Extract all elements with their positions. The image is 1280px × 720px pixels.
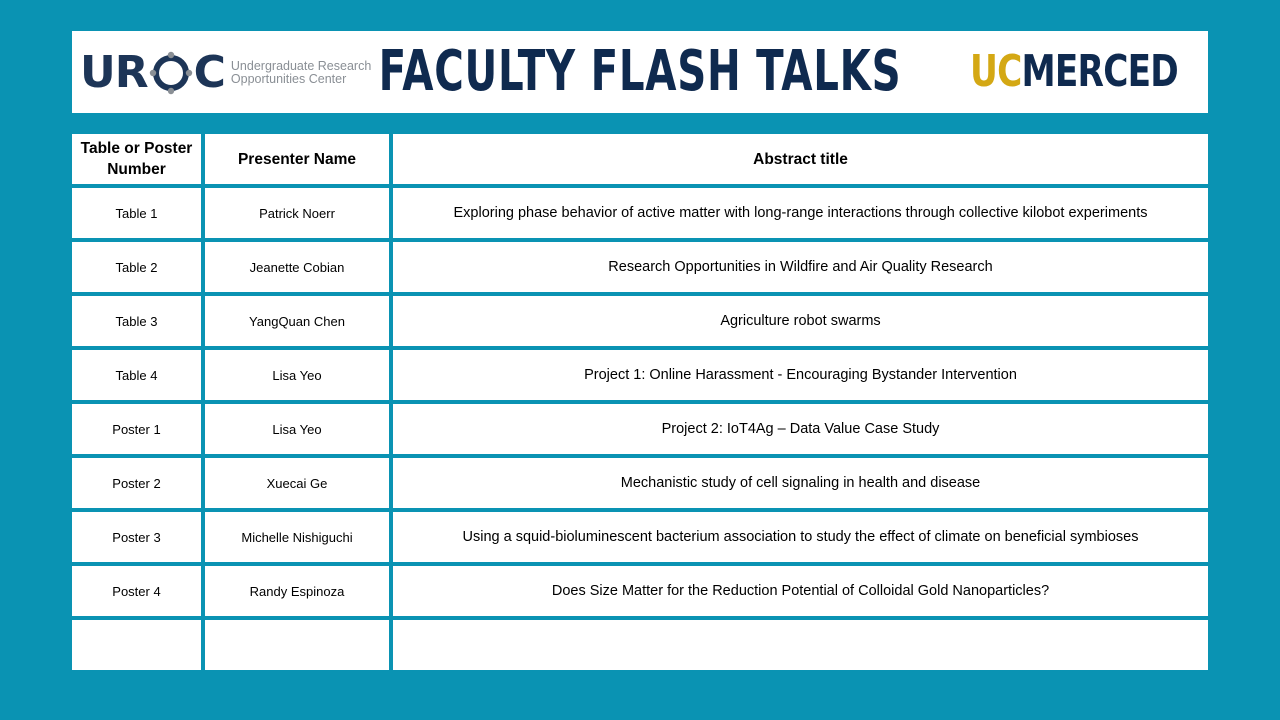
cell-abstract-title: Project 2: IoT4Ag – Data Value Case Study bbox=[391, 402, 1208, 456]
table-row bbox=[72, 510, 1208, 564]
cell-abstract-title: Project 1: Online Harassment - Encouraging Bystander Intervention bbox=[391, 348, 1208, 402]
column-header-presenter: Presenter Name bbox=[203, 134, 391, 186]
table-row bbox=[72, 240, 1208, 294]
table-row bbox=[72, 564, 1208, 618]
column-header-abstract: Abstract title bbox=[391, 134, 1208, 186]
cell-presenter: Lisa Yeo bbox=[203, 348, 391, 402]
cell-abstract-title: Agriculture robot swarms bbox=[391, 294, 1208, 348]
table-row bbox=[72, 402, 1208, 456]
cell-presenter: Jeanette Cobian bbox=[203, 240, 391, 294]
cell-presenter bbox=[203, 618, 391, 670]
ucmerced-logo bbox=[970, 46, 1178, 97]
uroc-subtitle-line2: Opportunities Center bbox=[230, 72, 347, 86]
cell-number bbox=[72, 618, 203, 670]
table-row bbox=[72, 348, 1208, 402]
table-row-empty bbox=[72, 618, 1208, 670]
cell-number: Poster 4 bbox=[72, 564, 203, 618]
cell-number: Poster 3 bbox=[72, 510, 203, 564]
table-row bbox=[72, 186, 1208, 240]
cell-presenter: Michelle Nishiguchi bbox=[203, 510, 391, 564]
table-row bbox=[72, 456, 1208, 510]
cell-abstract-title: Does Size Matter for the Reduction Potential of Colloidal Gold Nanoparticles? bbox=[391, 564, 1208, 618]
page-title: FACULTY FLASH TALKS bbox=[378, 39, 902, 104]
cell-number: Table 2 bbox=[72, 240, 203, 294]
ucm-logo-uc: UC bbox=[970, 46, 1022, 97]
uroc-subtitle-line1: Undergraduate Research bbox=[230, 59, 372, 73]
column-header-number: Table or Poster Number bbox=[72, 134, 203, 186]
cell-abstract-title: Research Opportunities in Wildfire and Air Quality Research bbox=[391, 240, 1208, 294]
cell-abstract-title: Using a squid-bioluminescent bacterium association to study the effect of climate on beneficial symbioses bbox=[391, 510, 1208, 564]
cell-abstract-title: Exploring phase behavior of active matter with long-range interactions through collective kilobot experiments bbox=[391, 186, 1208, 240]
cell-presenter: YangQuan Chen bbox=[203, 294, 391, 348]
cell-presenter: Randy Espinoza bbox=[203, 564, 391, 618]
uroc-o-icon bbox=[149, 51, 193, 95]
cell-presenter: Xuecai Ge bbox=[203, 456, 391, 510]
cell-number: Poster 2 bbox=[72, 456, 203, 510]
cell-number: Poster 1 bbox=[72, 402, 203, 456]
cell-presenter: Lisa Yeo bbox=[203, 402, 391, 456]
table-header-row bbox=[72, 134, 1208, 186]
cell-abstract-title bbox=[391, 618, 1208, 670]
ucm-logo-merced: MERCED bbox=[1021, 46, 1178, 97]
uroc-wordmark: UR C bbox=[80, 47, 225, 98]
header-banner bbox=[72, 31, 1208, 113]
cell-abstract-title: Mechanistic study of cell signaling in health and disease bbox=[391, 456, 1208, 510]
cell-number: Table 1 bbox=[72, 186, 203, 240]
cell-presenter: Patrick Noerr bbox=[203, 186, 391, 240]
talks-table bbox=[72, 134, 1208, 670]
cell-number: Table 4 bbox=[72, 348, 203, 402]
table-row bbox=[72, 294, 1208, 348]
cell-number: Table 3 bbox=[72, 294, 203, 348]
